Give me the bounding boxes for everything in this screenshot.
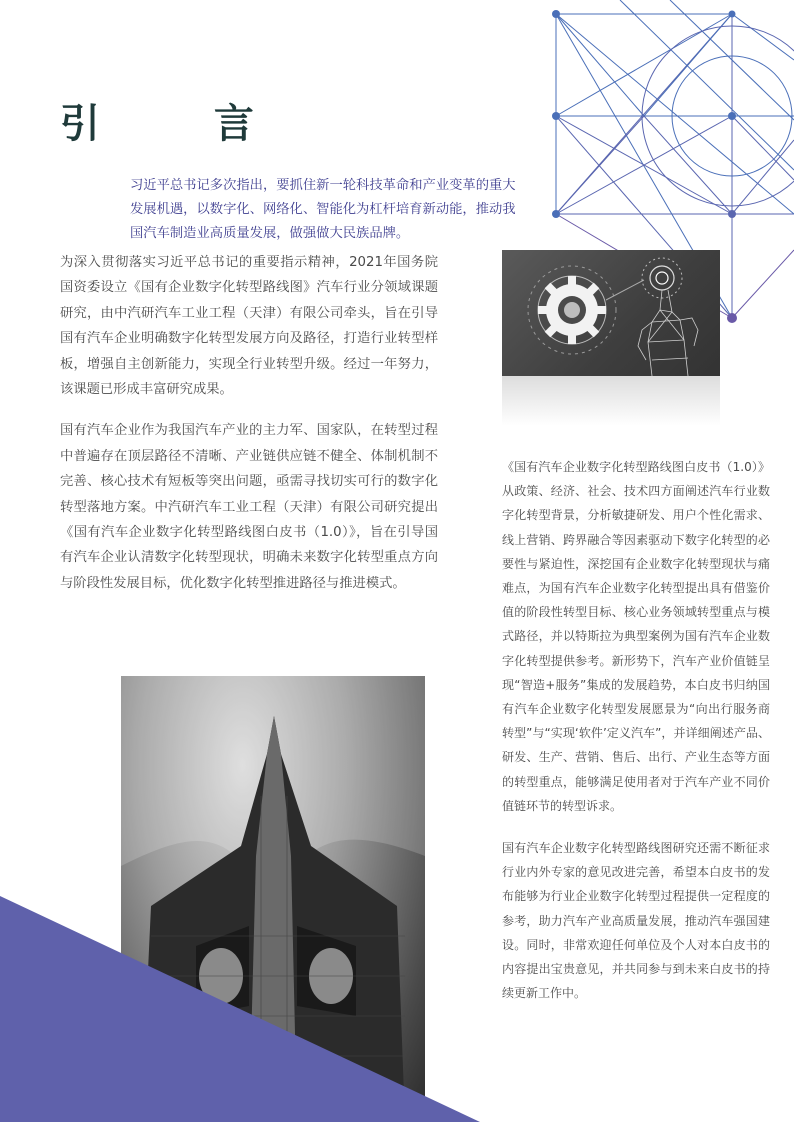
left-column [60,250,438,612]
right-paragraph-2: 国有汽车企业数字化转型路线图研究还需不断征求行业内外专家的意见改进完善，希望本白皮书的发布能够为行业企业数字化转型过程提供一定程度的参考，助力汽车产业高质量发展，推动汽车强国建设。同时，非常欢迎任何单位及个人对本白皮书的内容提出宝贵意见，并共同参与到未来白皮书的持续更新工作中。 [502,841,770,1001]
page-title: 引 言 [60,101,304,147]
right-column [502,455,770,1023]
digital-hand-gear-image [502,250,720,376]
intro-quote: 习近平总书记多次指出，要抓住新一轮科技革命和产业变革的重大发展机遇，以数字化、网络化、智能化为杠杆培育新动能，推动我国汽车制造业高质量发展，做强做大民族品牌。 [130,178,516,241]
gear-icon [528,266,616,354]
decorative-triangle [0,896,480,1122]
right-paragraph-1: 《国有汽车企业数字化转型路线图白皮书（1.0）》从政策、经济、社会、技术四方面阐述汽车行业数字化转型背景，分析敏捷研发、用户个性化需求、线上营销、跨界融合等因素驱动下数字化转型的必要性与紧迫性，深挖国有企业数字化转型现状与痛难点，为国有汽车企业数字化转型提出具有借鉴价值的阶段性转型目标、核心业务领域转型重点与模式路径，并以特斯拉为典型案例为国有汽车企业数字化转型提供参考。新形势下，汽车产业价值链呈现“智造+服务”集成的发展趋势，本白皮书归纳国有汽车企业数字化转型发展愿景为“向出行服务商转型”与“实现‘软件’定义汽车”，并详细阐述产品、研发、生产、营销、售后、出行、产业生态等方面的转型重点，能够满足使用者对于汽车产业不同价值链环节的转型诉求。 [502,460,770,813]
image-reflection [502,376,720,426]
wireframe-hand-icon [638,290,698,376]
left-paragraph-2: 国有汽车企业作为我国汽车产业的主力军、国家队，在转型过程中普遍存在顶层路径不清晰、产业链供应链不健全、体制机制不完善、核心技术有短板等突出问题，亟需寻找切实可行的数字化转型落地方案。中汽研汽车工业工程（天津）有限公司研究提出《国有汽车企业数字化转型路线图白皮书（1.0）》，旨在引导国有汽车企业认清数字化转型现状，明确未来数字化转型重点方向与阶段性发展目标，优化数字化转型推进路径与推进模式。 [60,423,438,591]
left-paragraph-1: 为深入贯彻落实习近平总书记的重要指示精神，2021年国务院国资委设立《国有企业数字化转型路线图》汽车行业分领域课题研究，由中汽研汽车工业工程（天津）有限公司牵头，旨在引导国有汽车企业明确数字化转型发展方向及路径，打造行业转型样板，增强自主创新能力，实现全行业转型升级。经过一年努力，该课题已形成丰富研究成果。 [60,255,438,398]
